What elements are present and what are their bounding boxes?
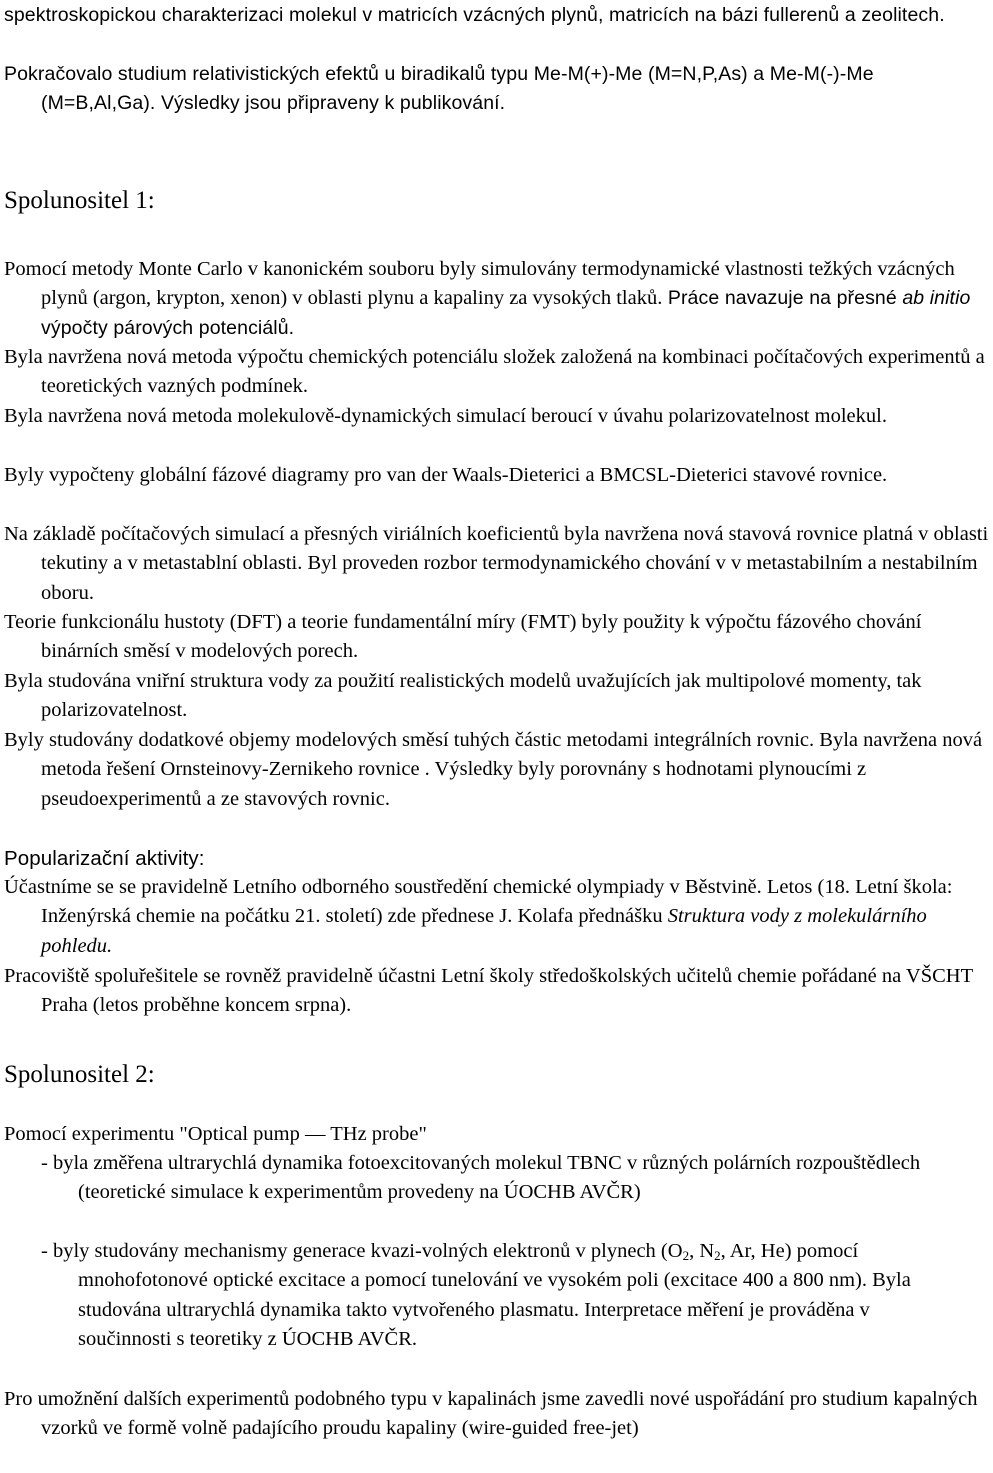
section1-text-1b-pre: Práce navazuje na přesné <box>662 287 903 310</box>
popularization-text-1: Účastníme se se pravidelně Letního odborného soustředění chemické olympiady v Běstvině. Letos (18. Letní škola: Inženýrská chemie na počátku 21. století) zde přednese J. Kolafa přednášku <box>4 876 953 928</box>
section1-paragraph-6: Teorie funkcionálu hustoty (DFT) a teorie fundamentální míry (FMT) byly použity k výpočtu fázového chování binárních směsí v modelových porech. <box>4 611 922 663</box>
intro-paragraph-2 <box>4 60 993 119</box>
section1-paragraph-2: Byla navržena nová metoda výpočtu chemických potenciálu složek založená na kombinaci počítačových experimentů a teoretických vazných podmínek. <box>4 346 985 398</box>
section1-paragraph-7: Byla studována vniřní struktura vody za použití realistických modelů uvažujících jak multipolové momenty, tak polarizovatelnost. <box>4 670 922 722</box>
section1-paragraph-4: Byly vypočteny globální fázové diagramy pro van der Waals-Dieterici a BMCSL-Dieterici stavové rovnice. <box>4 464 888 486</box>
intro-text-2: Pokračovalo studium relativistických efektů u biradikalů typu Me-M(+)-Me (M=N,P,As) a Me-M(-)-Me (M=B,Al,Ga). <box>4 63 874 115</box>
section1-text-1b-post: výpočty párových potenciálů. <box>41 316 295 339</box>
section2-heading: Spolunositel 2: <box>4 1061 155 1088</box>
section1-paragraph-1 <box>4 255 993 343</box>
popularization-paragraph-2: Pracoviště spoluřešitele se rovněž pravidelně účastni Letní školy středoškolských učitelů chemie pořádané na VŠCHT Praha (letos proběhne koncem srpna). <box>4 965 973 1017</box>
intro-text-2b: Výsledky jsou připraveny k publikování. <box>155 92 506 115</box>
section2-bullet-1: - byla změřena ultrarychlá dynamika fotoexcitovaných molekul TBNC v různých polárních rozpouštědlech (teoretické simulace k experimentům provedeny na ÚOCHB AVČR) <box>41 1152 921 1204</box>
intro-text-1: spektroskopickou charakterizaci molekul v matricích vzácných plynů, matricích na bázi fullerenů a zeolitech. <box>4 4 945 26</box>
intro-paragraph-1 <box>4 1 993 30</box>
popularization-heading: Popularizační aktivity: <box>4 847 205 870</box>
section1-text-1b-italic: ab initio <box>902 287 971 310</box>
section2-paragraph-last: Pro umožnění dalších experimentů podobného typu v kapalinách jsme zavedli nové uspořádání pro studium kapalných vzorků ve formě volně padajícího proudu kapaliny (wire-guided free-jet) <box>4 1388 978 1440</box>
section2-bullet-2-a: - byly studovány mechanismy generace kvazi-volných elektronů v plynech (O <box>41 1240 683 1262</box>
section1-paragraph-8: Byly studovány dodatkové objemy modelových směsí tuhých částic metodami integrálních rovnic. Byla navržena nová metoda řešení Ornsteinovy-Zernikeho rovnice . Výsledky byly porovnány s hodnotami plynoucími z pseudoexperimentů a ze stavových rovnic. <box>4 729 983 810</box>
section2-bullet-2 <box>41 1237 958 1355</box>
popularization-paragraph-1 <box>4 873 993 961</box>
section2-intro <box>4 1120 427 1149</box>
section2-bullet-2-b: , N <box>689 1240 715 1262</box>
section2-bullet-2-c: , Ar, He) pomocí mnohofotonové optické excitace a pomocí tunelování ve vysokém poli (excitace 400 a 800 nm). Byla studována ultrarychlá dynamika takto vytvořeného plasmatu. Interpretace měření je prováděna v součinnosti s teoretiky z ÚOCHB AVČR. <box>78 1240 911 1351</box>
o2-subscript: 2 <box>682 1248 690 1263</box>
section1-paragraph-3: Byla navržena nová metoda molekulově-dynamických simulací beroucí v úvahu polarizovatelnost molekul. <box>4 405 887 427</box>
popularization-talk-title: Struktura vody z molekulárního pohledu. <box>41 905 927 957</box>
section2-intro-text: Pomocí experimentu "Optical pump –– THz probe" <box>4 1123 427 1145</box>
section1-text-1: Pomocí metody Monte Carlo v kanonickém souboru byly simulovány termodynamické vlastnosti težkých vzácných plynů (argon, krypton, xenon) v oblasti plynu a kapaliny za vysokých tlaků. <box>4 258 955 310</box>
section1-heading: Spolunositel 1: <box>4 187 155 214</box>
section1-paragraph-5: Na základě počítačových simulací a přesných viriálních koeficientů byla navržena nová stavová rovnice platná v oblasti tekutiny a v metastablní oblasti. Byl proveden rozbor termodynamického chování v v metastabilním a nestabilním oboru. <box>4 523 989 604</box>
n2-subscript: 2 <box>714 1248 721 1263</box>
